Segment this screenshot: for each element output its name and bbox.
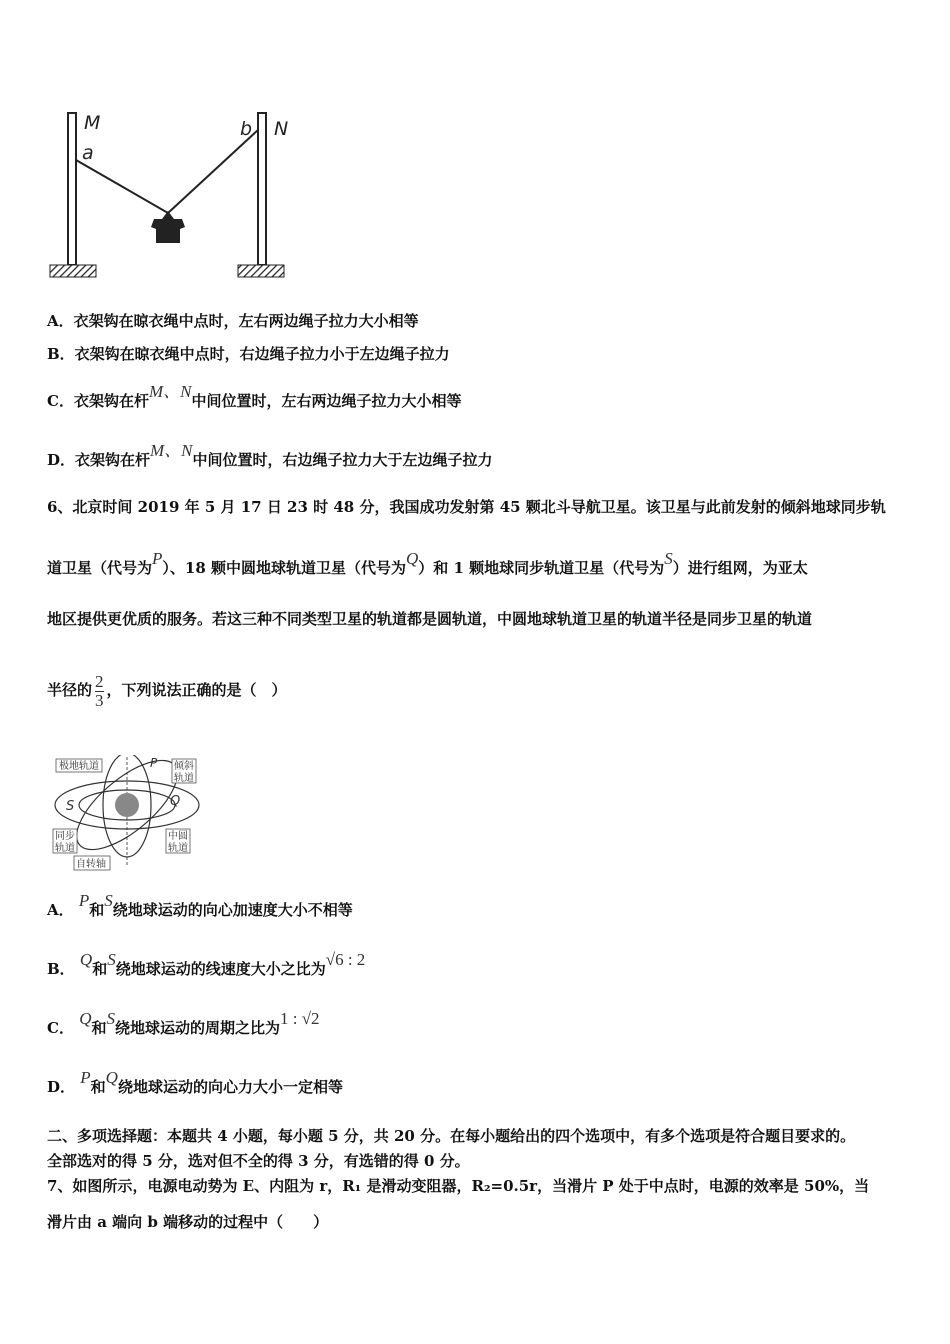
q6-option-a-mid: 和 [89, 901, 105, 919]
option-c-s: S [106, 1009, 115, 1028]
q6-option-b [47, 950, 366, 979]
q5-option-d-post: 中间位置时，右边绳子拉力大于左边绳子拉力 [192, 451, 493, 469]
section2-line2: 全部选对的得 5 分，选对但不全的得 3 分，有选错的得 0 分。 [47, 1152, 470, 1170]
option-c-q: Q [79, 1009, 92, 1028]
q5-option-c [47, 382, 462, 411]
q5-option-a: A．衣架钩在晾衣绳中点时，左右两边绳子拉力大小相等 [47, 312, 419, 330]
fraction-two-thirds [95, 673, 104, 710]
q6-option-c-ratio: 1 : √2 [280, 1009, 320, 1028]
label-a: a [82, 142, 94, 164]
q6-option-b-label: B． [47, 960, 75, 978]
option-a-s: S [104, 891, 113, 910]
label-sync-2: 轨道 [55, 843, 75, 854]
q6-option-d-label: D． [47, 1078, 76, 1096]
label-p: P [150, 756, 158, 770]
label-mid-1: 中圆 [168, 831, 188, 842]
option-d-q: Q [105, 1068, 118, 1087]
q5-option-d-pre: D．衣架钩在杆 [47, 451, 151, 469]
clothesline-figure [40, 105, 300, 285]
label-s: S [66, 799, 75, 814]
q6-symbol-q: Q [406, 549, 419, 568]
q6-line2-b: ）、18 颗中圆地球轨道卫星（代号为 [162, 559, 407, 577]
q6-option-b-text: 绕地球运动的线速度大小之比为 [115, 960, 326, 978]
q5-option-c-post: 中间位置时，左右两边绳子拉力大小相等 [191, 392, 462, 410]
q6-option-d-text: 绕地球运动的向心力大小一定相等 [117, 1078, 343, 1096]
q6-option-c-mid: 和 [91, 1019, 107, 1037]
label-inclined-1: 倾斜 [174, 761, 194, 772]
label-q: Q [170, 794, 181, 809]
q6-option-a-text: 绕地球运动的向心加速度大小不相等 [112, 901, 353, 919]
pole-m [50, 113, 96, 277]
q6-option-c-label: C． [47, 1019, 74, 1037]
label-mid-2: 轨道 [168, 843, 188, 854]
option-b-s: S [107, 950, 116, 969]
orbit-diagram [50, 755, 210, 873]
label-m: M [84, 112, 101, 134]
label-polar-orbit: 极地轨道 [59, 761, 99, 772]
option-b-q: Q [79, 950, 93, 969]
q6-symbol-s: S [664, 549, 673, 568]
q7-stem-line1: 7、如图所示，电源电动势为 E、内阻为 r，R₁ 是滑动变阻器，R₂=0.5r，当滑片 P 处于中点时，电源的效率是 50%，当 [47, 1177, 870, 1195]
q5-option-c-pre: C．衣架钩在杆 [47, 392, 149, 410]
q6-symbol-p: P [152, 549, 163, 568]
fraction-denominator: 3 [95, 690, 104, 710]
option-d-p: P [80, 1068, 91, 1087]
q5-option-d-mn: M、N [150, 441, 193, 460]
q6-line4-b: ，下列说法正确的是（ ） [106, 681, 287, 699]
rope-left [76, 160, 168, 213]
q6-option-c-text: 绕地球运动的周期之比为 [114, 1019, 280, 1037]
shirt-icon [151, 211, 185, 243]
q6-option-c [47, 1009, 320, 1038]
q5-option-b: B．衣架钩在晾衣绳中点时，右边绳子拉力小于左边绳子拉力 [47, 345, 450, 363]
q6-line2-d: ）进行组网，为亚太 [672, 559, 808, 577]
earth [115, 793, 139, 817]
label-inclined-2: 轨道 [174, 773, 194, 784]
q6-option-d-mid: 和 [90, 1078, 106, 1096]
q7-stem-line2: 滑片由 a 端向 b 端移动的过程中（ ） [47, 1213, 329, 1231]
q6-stem-line1: 6、北京时间 2019 年 5 月 17 日 23 时 48 分，我国成功发射第 45 颗北斗导航卫星。该卫星与此前发射的倾斜地球同步轨 [47, 498, 886, 516]
q6-line2-a: 道卫星（代号为 [47, 559, 153, 577]
q6-option-b-ratio: √6 : 2 [325, 950, 366, 969]
label-n: N [274, 118, 289, 140]
q6-stem-line4 [47, 672, 287, 710]
label-b: b [240, 118, 253, 140]
option-a-p: P [78, 891, 90, 910]
q6-option-a [47, 891, 353, 920]
q6-option-d [47, 1068, 343, 1097]
rope-right [168, 130, 258, 213]
q6-stem-line2 [47, 549, 808, 578]
q6-stem-line3: 地区提供更优质的服务。若这三种不同类型卫星的轨道都是圆轨道，中圆地球轨道卫星的轨道半径是同步卫星的轨道 [47, 610, 813, 628]
q5-option-d [47, 441, 493, 470]
q6-line4-a: 半径的 [47, 681, 93, 699]
q5-option-c-mn: M、N [148, 382, 192, 401]
q6-option-a-label: A． [47, 901, 74, 919]
q6-option-b-mid: 和 [92, 960, 108, 978]
fraction-numerator: 2 [95, 671, 104, 691]
q6-line2-c: ）和 1 颗地球同步轨道卫星（代号为 [418, 559, 665, 577]
label-axis: 自转轴 [76, 859, 106, 870]
label-sync-1: 同步 [55, 831, 75, 842]
section2-line1: 二、多项选择题：本题共 4 小题，每小题 5 分，共 20 分。在每小题给出的四个选项中，有多个选项是符合题目要求的。 [47, 1127, 856, 1145]
